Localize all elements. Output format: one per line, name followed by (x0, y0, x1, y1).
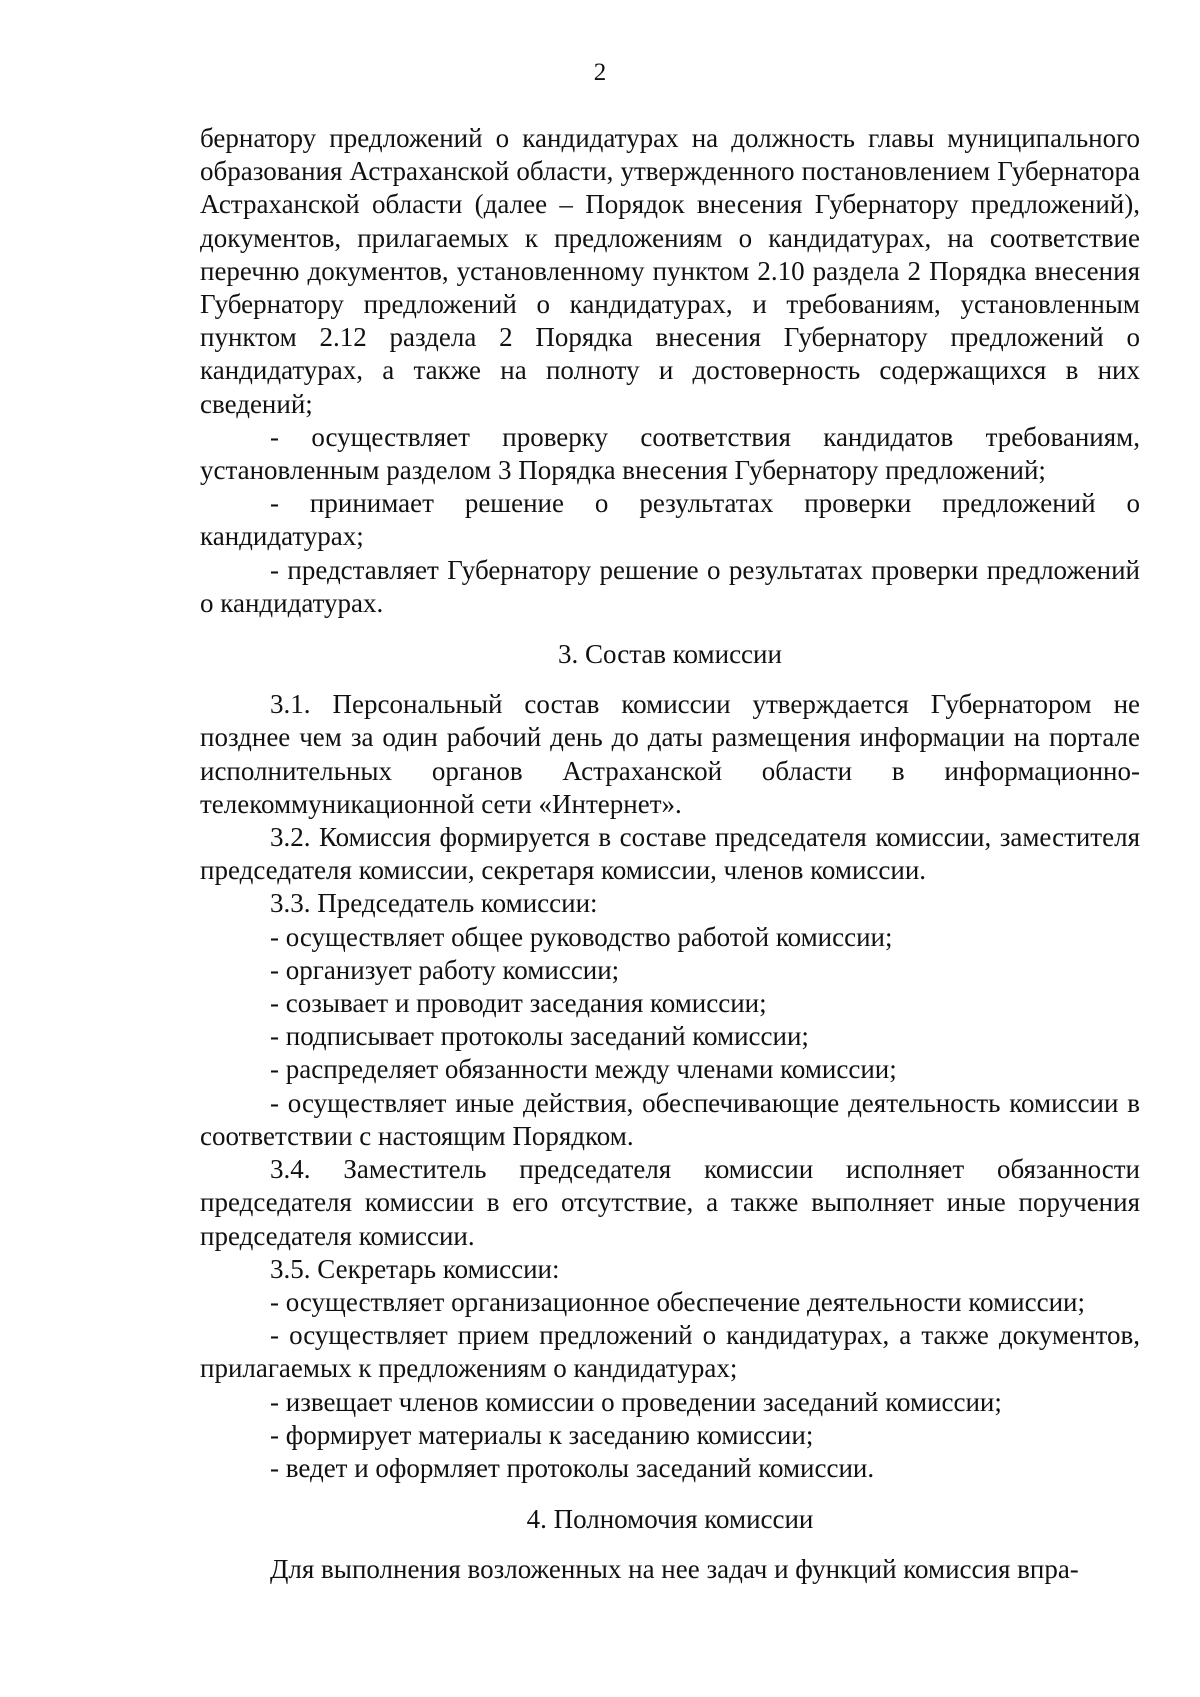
list-item: - ведет и оформляет протоколы заседаний комиссии. (270, 1452, 875, 1483)
page-number: 2 (593, 59, 607, 86)
list-item: - подписывает протоколы заседаний комиссии; (270, 1021, 809, 1052)
list-item: - организует работу комиссии; (270, 954, 620, 985)
paragraph-3-1: 3.1. Персональный состав комиссии утверждается Губернатором не позднее чем за один рабочий день до даты размещения информации на портале исполнительных органов Астраханской области в информационно-телекоммуникационной сети «Интернет». (200, 689, 1140, 819)
list-item: - осуществляет проверку соответствия кандидатов требованиям, установленным разделом 3 Порядка внесения Губернатору предложений; (200, 421, 1140, 486)
list-item: - распределяет обязанности между членами комиссии; (270, 1054, 897, 1085)
list-item: - осуществляет общее руководство работой комиссии; (270, 921, 893, 952)
list-item: - формирует материалы к заседанию комиссии; (270, 1419, 814, 1450)
paragraph-3-4: 3.4. Заместитель председателя комиссии исполняет обязанности председателя комиссии в его отсутствие, а также выполняет иные поручения председателя комиссии. (200, 1154, 1140, 1251)
list-item: - принимает решение о результатах проверки предложений о кандидатурах; (200, 488, 1140, 552)
section-heading-3: 3. Состав комиссии (558, 639, 782, 670)
list-item: - осуществляет прием предложений о кандидатурах, а также документов, прилагаемых к предложениям о кандидатурах; (200, 1320, 1140, 1384)
list-item: - извещает членов комиссии о проведении заседаний комиссии; (270, 1386, 1002, 1417)
list-item: - представляет Губернатору решение о результатах проверки предложений о кандидатурах. (200, 554, 1140, 618)
list-item: - созывает и проводит заседания комиссии; (270, 988, 767, 1019)
paragraph-3-2: 3.2. Комиссия формируется в составе председателя комиссии, заместителя председателя комиссии, секретаря комиссии, членов комиссии. (200, 822, 1140, 886)
section-heading-4: 4. Полномочия комиссии (526, 1504, 814, 1535)
paragraph-continued: бернатору предложений о кандидатурах на должность главы муниципального образования Астраханской области, утвержденного постановлением Губернатора Астраханской области (далее – Порядок внесения Губернатору предложений), документов, прилагаемых к предложениям о кандидатурах, на соответствие перечню документов, установленному пунктом 2.10 раздела 2 Порядка внесения Губернатору предложений о кандидатурах, и требованиям, установленным пунктом 2.12 раздела 2 Порядка внесения Губернатору предложений о кандидатурах, а также на полноту и достоверность содержащихся в них сведений; (200, 123, 1140, 419)
paragraph-3-5: 3.5. Секретарь комиссии: (270, 1253, 560, 1284)
list-item: - осуществляет организационное обеспечение деятельности комиссии; (270, 1286, 1085, 1317)
paragraph-4-intro: Для выполнения возложенных на нее задач и функций комиссия впра- (270, 1554, 1079, 1585)
list-item: - осуществляет иные действия, обеспечивающие деятельность комиссии в соответствии с настоящим Порядком. (200, 1087, 1140, 1151)
document-body (200, 122, 1140, 1587)
paragraph-3-3: 3.3. Председатель комиссии: (270, 888, 598, 919)
